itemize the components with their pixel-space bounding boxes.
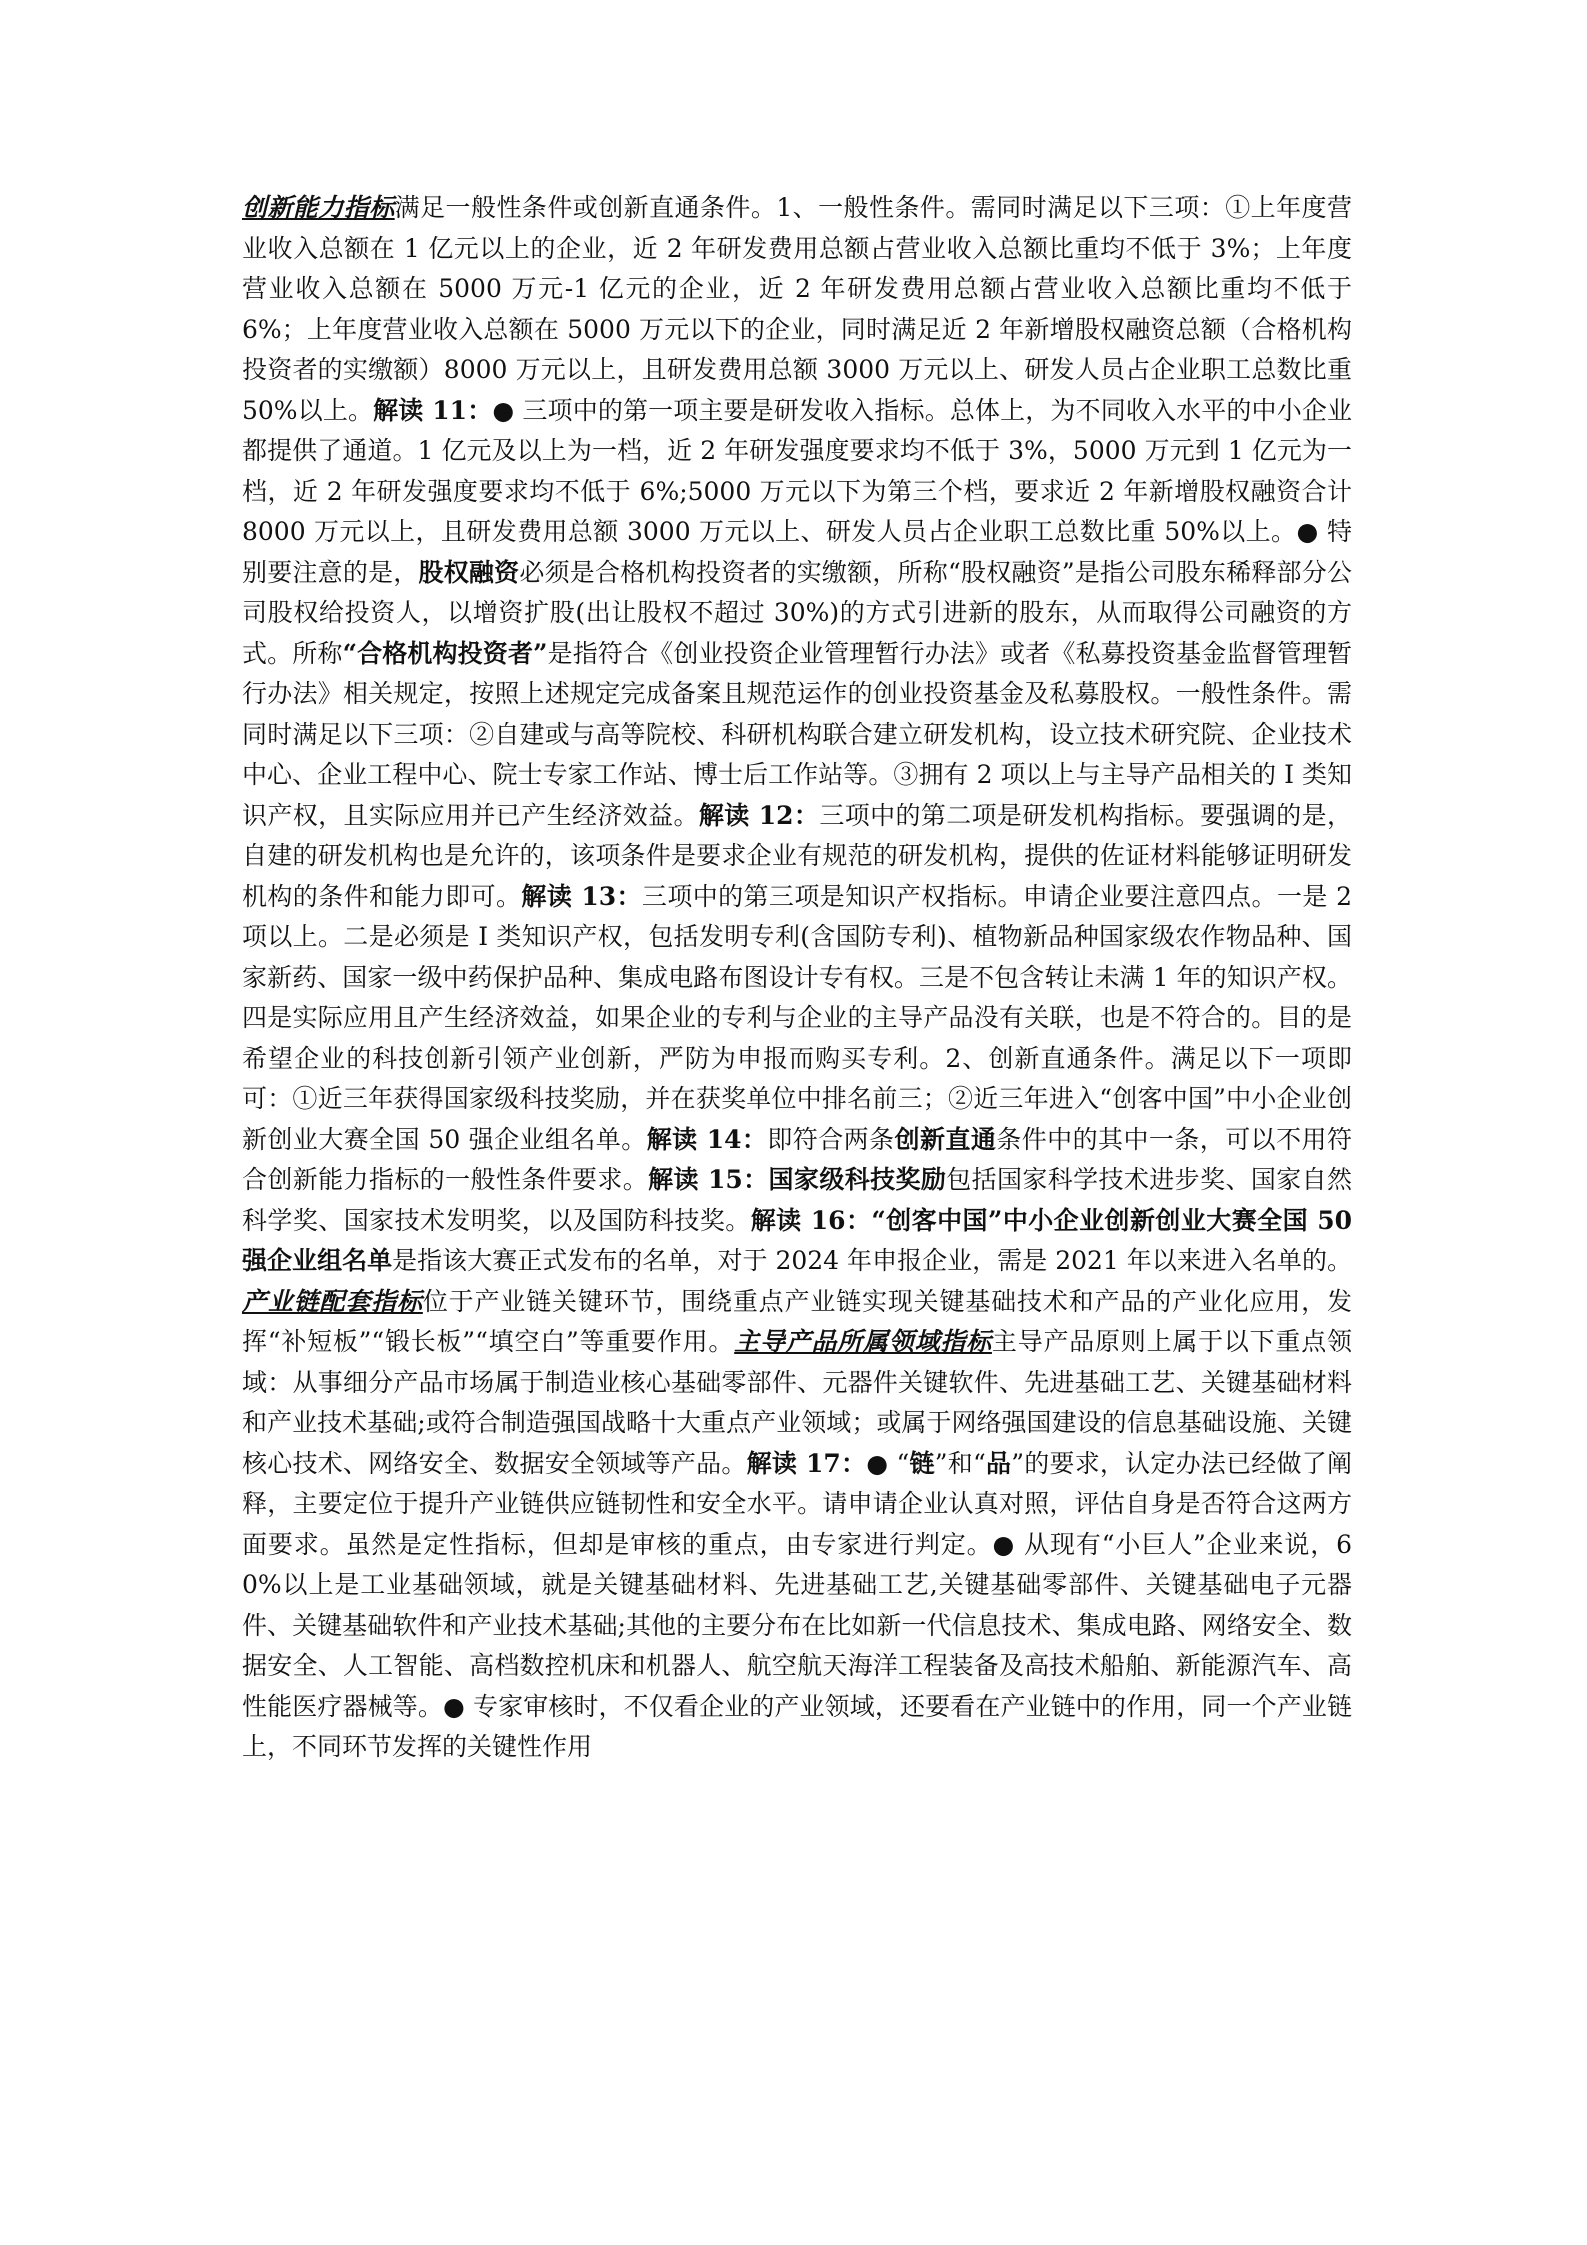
text-run: ”的要求，认定办法已经做了阐释，主要定位于提升产业链供应链韧性和安全水平。请申请企业认真对照，评估自身是否符合这两方面要求。虽然是定性指标，但却是审核的重点，由专家进行判定。● 从现有“小巨人”企业来说，60%以上是工业基础领域，就是关键基础材料、先进基础工艺,关键基础零部件、关键基础电子元器件、关键基础软件和产业技术基础;其他的主要分布在比如新一代信息技术、集成电路、网络安全、数据安全、人工智能、高档数控机床和机器人、航空航天海洋工程装备及高技术船舶、新能源汽车、高性能医疗器械等。● 专家审核时，不仅看企业的产业领域，还要看在产业链中的作用，同一个产业链上，不同环节发挥的关键性作用	[242, 1448, 1352, 1761]
section-heading-run: 创新能力指标	[242, 193, 395, 222]
text-run: 条件中的其中一条，可以不用符合创新能力指标的一般性条件要求。	[242, 1124, 1352, 1194]
text-run: 位于产业链关键环节，围绕重点产业链实现关键基础技术和产品的产业化应用，发挥“补短板”“锻长板”“填空白”等重要作用。	[242, 1286, 1352, 1356]
section-heading-run: 产业链配套指标	[242, 1286, 423, 1316]
text-run: 三项中的第二项是研发机构指标。要强调的是，自建的研发机构也是允许的，该项条件是要求企业有规范的研发机构，提供的佐证材料能够证明研发机构的条件和能力即可。	[242, 800, 1352, 911]
bold-text-run: 创新直通	[894, 1124, 997, 1154]
text-run: ”和“	[934, 1448, 986, 1478]
text-run: 包括国家科学技术进步奖、国家自然科学奖、国家技术发明奖，以及国防科技奖。	[242, 1165, 1352, 1235]
section-heading-run: 主导产品所属领域指标	[734, 1327, 992, 1356]
bold-text-run: 解读 17：	[746, 1448, 867, 1478]
bold-text-run: 解读 11：	[373, 395, 493, 425]
bold-text-run: 解读 14：	[646, 1124, 768, 1154]
text-run: 三项中的第三项是知识产权指标。申请企业要注意四点。一是 2 项以上。二是必须是 I 类知识产权，包括发明专利(含国防专利)、植物新品种国家级农作物品种、国家新药、国家一级中药保护品种、集成电路布图设计专有权。三是不包含转让未满 1 年的知识产权。四是实际应用且产生经济效益，如果企业的专利与企业的主导产品没有关联，也是不符合的。目的是希望企业的科技创新引领产业创新，严防为申报而购买专利。2、创新直通条件。满足以下一项即可：①近三年获得国家级科技奖励，并在获奖单位中排名前三；②近三年进入“创客中国”中小企业创新创业大赛全国 50 强企业组名单。	[242, 881, 1352, 1154]
bold-text-run: 解读 12：	[698, 800, 820, 830]
text-run: ● “	[866, 1448, 910, 1478]
text-run: 即符合两条	[767, 1124, 895, 1154]
bold-text-run: 股权融资	[418, 557, 520, 587]
bold-text-run: “合格机构投资者”	[342, 638, 548, 668]
bold-text-run: 解读 16：“创客中国”中小企业创新创业大赛全国 50 强企业组名单	[242, 1205, 1352, 1275]
bold-text-run: 解读 15：国家级科技奖励	[648, 1165, 947, 1194]
text-run: 是指符合《创业投资企业管理暂行办法》或者《私募投资基金监督管理暂行办法》相关规定，按照上述规定完成备案且规范运作的创业投资基金及私募股权。一般性条件。需同时满足以下三项：②自建或与高等院校、科研机构联合建立研发机构，设立技术研究院、企业技术中心、企业工程中心、院士专家工作站、博士后工作站等。③拥有 2 项以上与主导产品相关的 I 类知识产权，且实际应用并已产生经济效益。	[242, 638, 1352, 830]
bold-text-run: 链	[909, 1448, 935, 1478]
text-run: 必须是合格机构投资者的实缴额，所称“股权融资”是指公司股东稀释部分公司股权给投资人，以增资扩股(出让股权不超过 30%)的方式引进新的股东，从而取得公司融资的方式。所称	[242, 557, 1352, 668]
bold-text-run: 解读 13：	[521, 881, 642, 911]
text-run: 满足一般性条件或创新直通条件。1、一般性条件。需同时满足以下三项：①上年度营业收入总额在 1 亿元以上的企业，近 2 年研发费用总额占营业收入总额比重均不低于 3%；上年度营业收入总额在 5000 万元-1 亿元的企业，近 2 年研发费用总额占营业收入总额比重均不低于 6%；上年度营业收入总额在 5000 万元以下的企业，同时满足近 2 年新增股权融资总额（合格机构投资者的实缴额）8000 万元以上，且研发费用总额 3000 万元以上、研发人员占企业职工总数比重 50%以上。	[242, 193, 1352, 425]
text-run: ● 三项中的第一项主要是研发收入指标。总体上，为不同收入水平的中小企业都提供了通道。1 亿元及以上为一档，近 2 年研发强度要求均不低于 3%，5000 万元到 1 亿元为一档，近 2 年研发强度要求均不低于 6%;5000 万元以下为第三个档，要求近 2 年新增股权融资合计 8000 万元以上，且研发费用总额 3000 万元以上、研发人员占企业职工总数比重 50%以上。● 特别要注意的是，	[242, 395, 1352, 587]
text-run: 是指该大赛正式发布的名单，对于 2024 年申报企业，需是 2021 年以来进入名单的。	[392, 1246, 1352, 1275]
text-run: 主导产品原则上属于以下重点领域：从事细分产品市场属于制造业核心基础零部件、元器件关键软件、先进基础工艺、关键基础材料和产业技术基础;或符合制造强国战略十大重点产业领域；或属于网络强国建设的信息基础设施、关键核心技术、网络安全、数据安全领域等产品。	[242, 1327, 1352, 1478]
bold-text-run: 品	[985, 1448, 1012, 1478]
document-body-paragraph	[242, 188, 1352, 1768]
document-page	[242, 188, 1352, 1768]
